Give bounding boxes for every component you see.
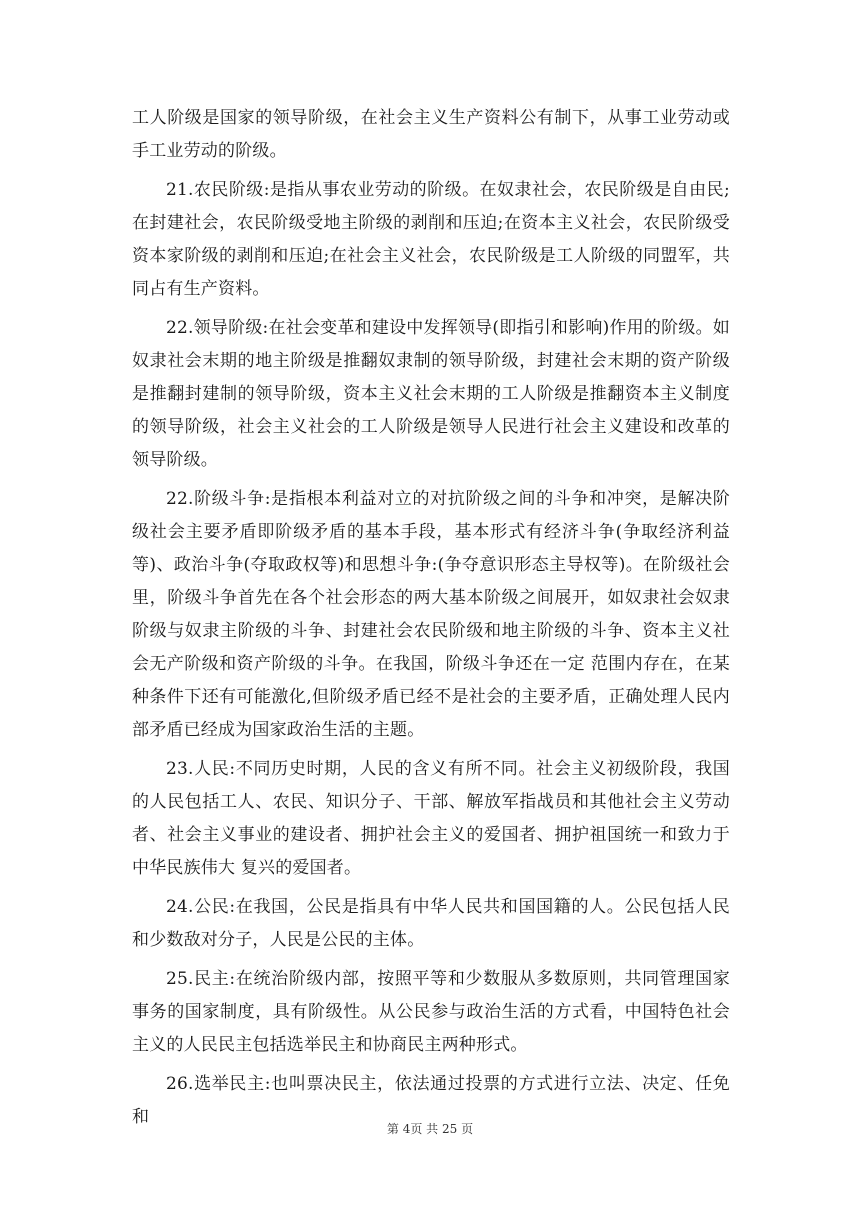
paragraph-23-the-people: 23.人民:不同历史时期，人民的含义有所不同。社会主义初级阶段，我国的人民包括工人、农民、知识分子、干部、解放军指战员和其他社会主义劳动者、社会主义事业的建设者、拥护社会主义的爱国者、拥护祖国统一和致力于中华民族伟大 复兴的爱国者。 xyxy=(132,759,730,878)
paragraph-continuation: 工人阶级是国家的领导阶级，在社会主义生产资料公有制下，从事工业劳动或手工业劳动的阶级。 xyxy=(132,108,730,161)
paragraph-22-leading-class: 22.领导阶级:在社会变革和建设中发挥领导(即指引和影响)作用的阶级。如奴隶社会末期的地主阶级是推翻奴隶制的领导阶级，封建社会末期的资产阶级是推翻封建制的领导阶级，资本主义社会末期的工人阶级是推翻资本主义制度的领导阶级，社会主义社会的工人阶级是领导人民进行社会主义建设和改革的领导阶级。 xyxy=(132,318,730,470)
document-body xyxy=(132,102,730,1140)
paragraph-21-peasant-class: 21.农民阶级:是指从事农业劳动的阶级。在奴隶社会，农民阶级是自由民;在封建社会，农民阶级受地主阶级的剥削和压迫;在资本主义社会，农民阶级受资本家阶级的剥削和压迫;在社会主义社会，农民阶级是工人阶级的同盟军，共同占有生产资料。 xyxy=(132,180,730,299)
page-number-footer: 第 4页 共 25 页 xyxy=(386,1122,474,1136)
paragraph-25-democracy: 25.民主:在统治阶级内部，按照平等和少数服从多数原则，共同管理国家事务的国家制度，具有阶级性。从公民参与政治生活的方式看，中国特色社会主义的人民民主包括选举民主和协商民主两种形式。 xyxy=(132,969,730,1055)
paragraph-26-electoral-democracy: 26.选举民主:也叫票决民主，依法通过投票的方式进行立法、决定、任免和 xyxy=(132,1074,730,1127)
paragraph-22-class-struggle: 22.阶级斗争:是指根本利益对立的对抗阶级之间的斗争和冲突，是解决阶级社会主要矛盾即阶级矛盾的基本手段，基本形式有经济斗争(争取经济利益等)、政治斗争(夺取政权等)和思想斗争:(争夺意识形态主导权等)。在阶级社会里，阶级斗争首先在各个社会形态的两大基本阶级之间展开，如奴隶社会奴隶阶级与奴隶主阶级的斗争、封建社会农民阶级和地主阶级的斗争、资本主义社会无产阶级和资产阶级的斗争。在我国，阶级斗争还在一定 范围内存在，在某种条件下还有可能激化,但阶级矛盾已经不是社会的主要矛盾，正确处理人民内部矛盾已经成为国家政治生活的主题。 xyxy=(132,489,730,740)
paragraph-24-citizen: 24.公民:在我国，公民是指具有中华人民共和国国籍的人。公民包括人民和少数敌对分子，人民是公民的主体。 xyxy=(132,897,730,950)
